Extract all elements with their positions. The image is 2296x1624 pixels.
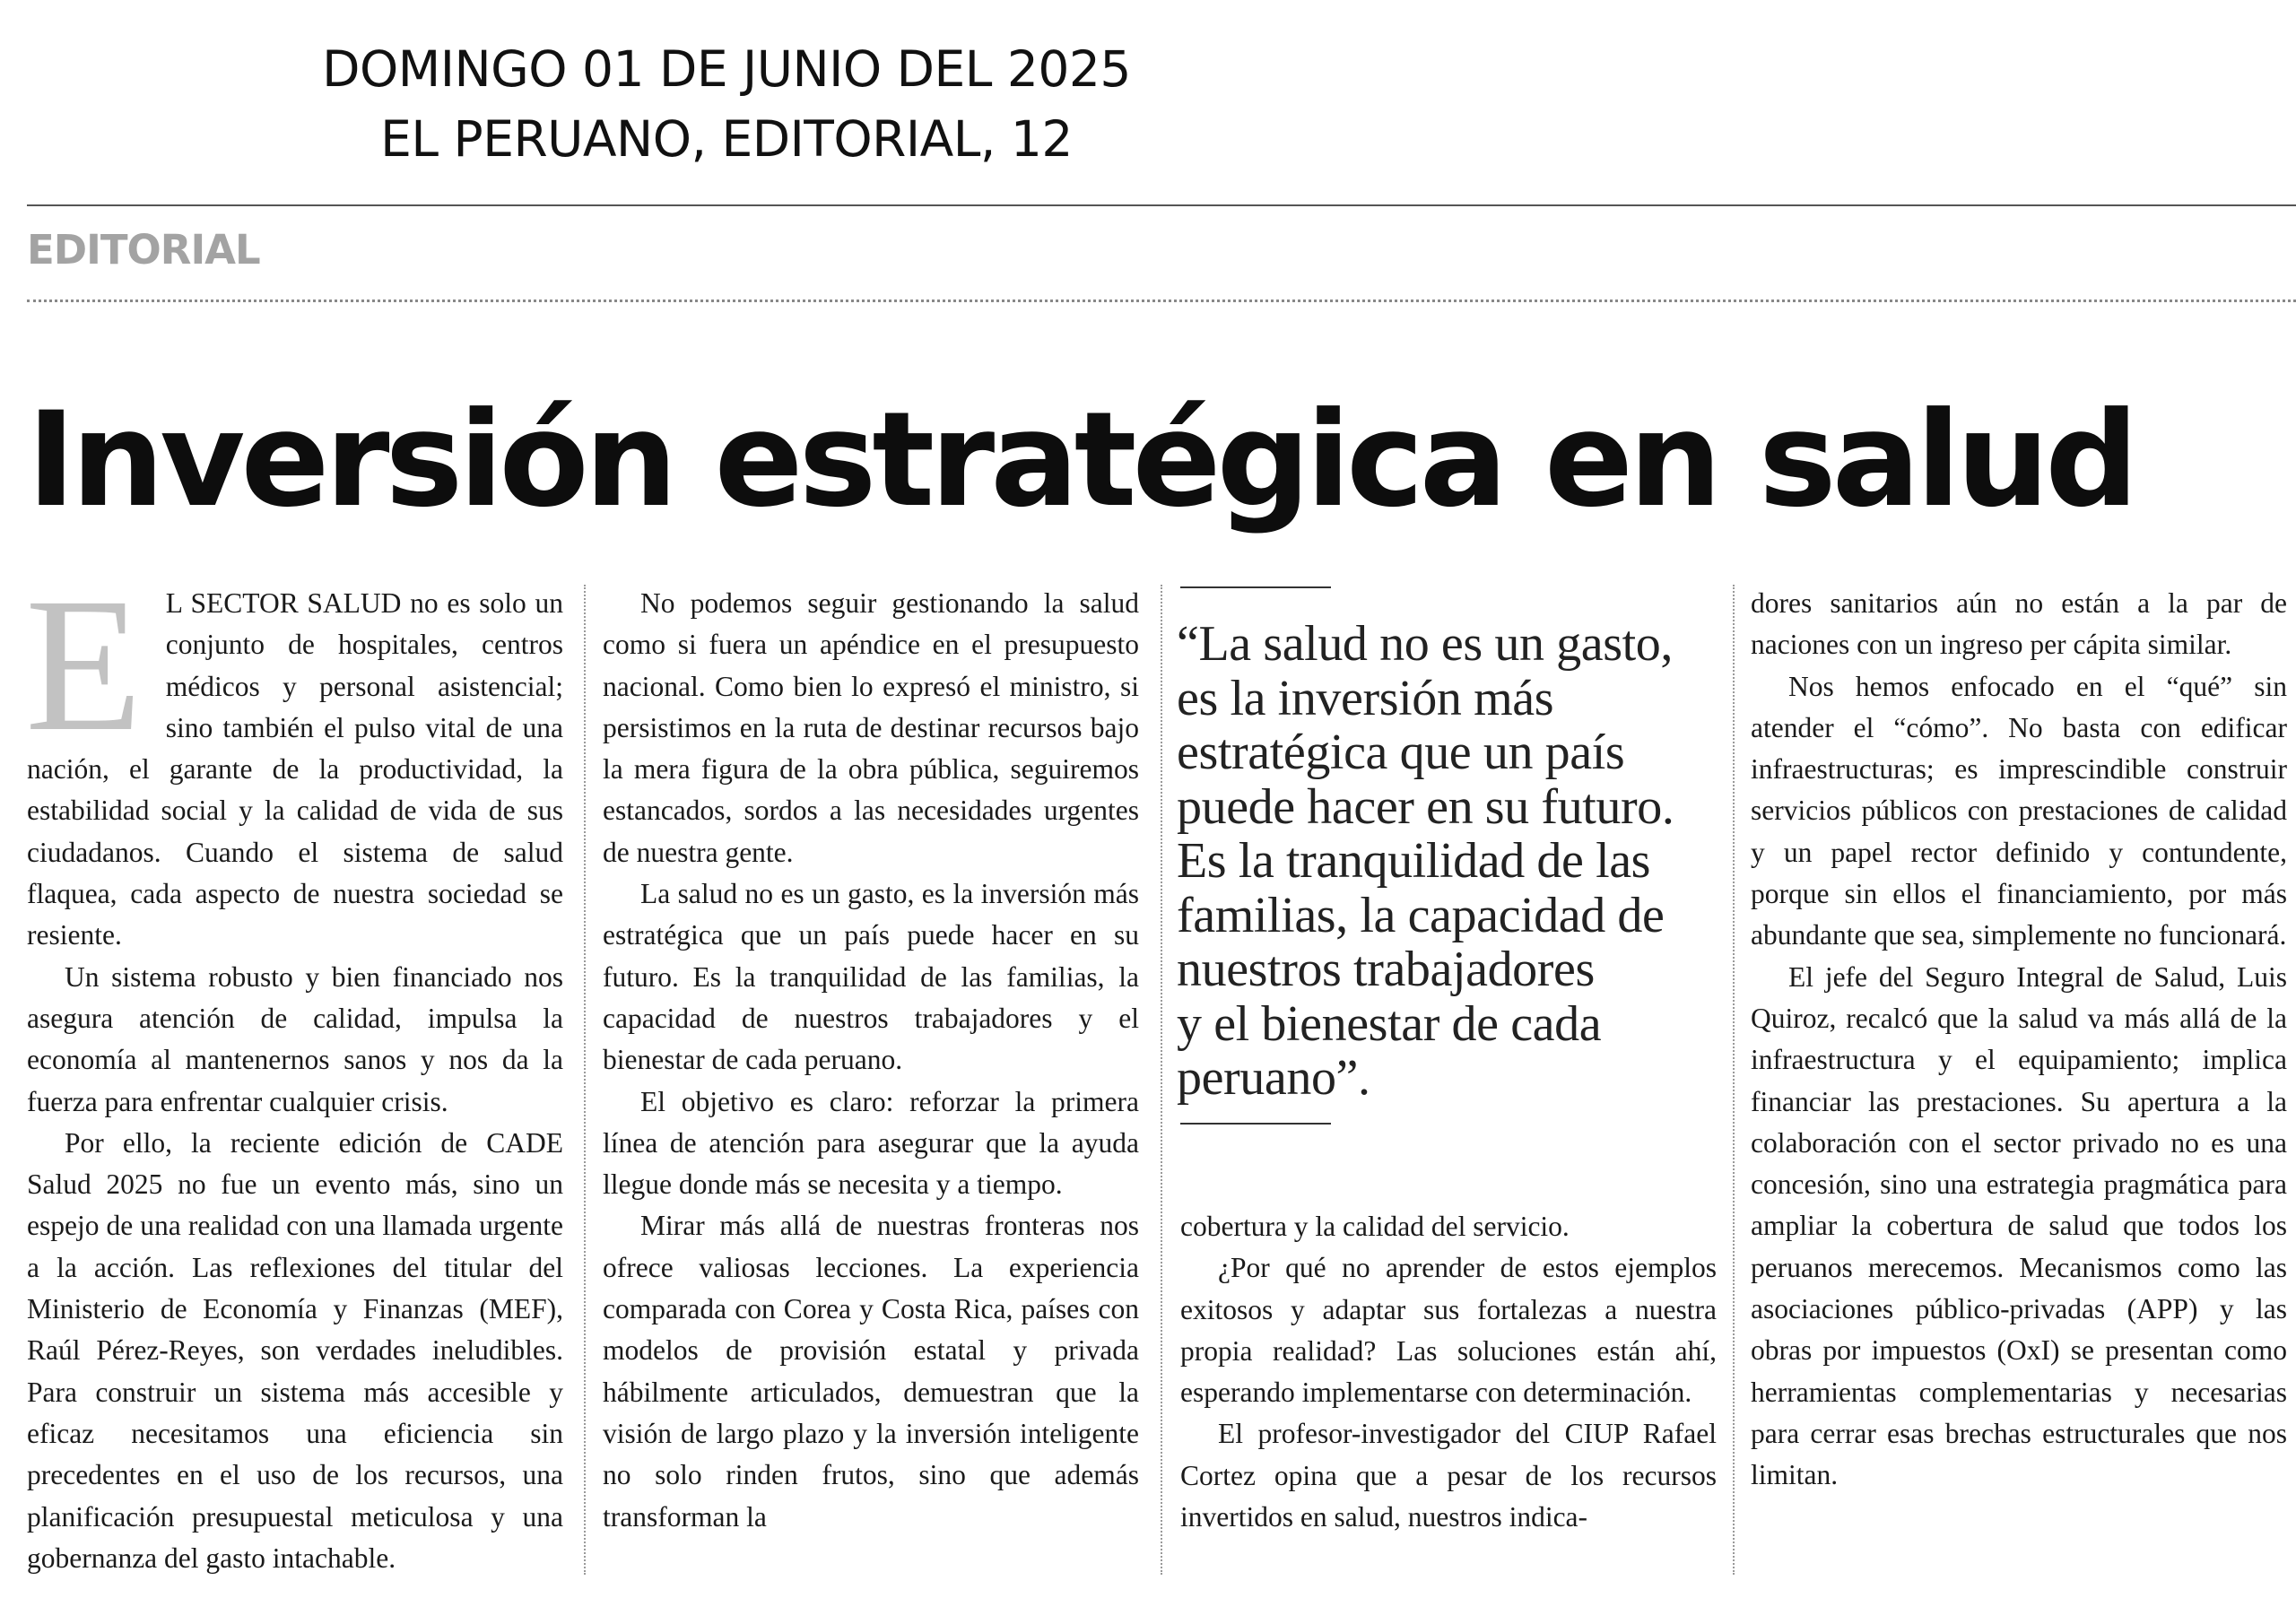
- column-divider: [1161, 585, 1162, 1575]
- paragraph: E L SECTOR SALUD no es solo un conjunto de hospitales, centros médicos y personal asistencial; sino también el pulso vital de una nación, el garante de la productividad, la estabilidad social y la calidad de vida de sus ciudadanos. Cuando el sistema de salud flaquea, cada aspecto de nuestra sociedad se resiente.: [25, 559, 563, 951]
- pullquote-line: y el bienestar de cada: [1177, 995, 1602, 1052]
- pullquote-line: nuestros trabajadores: [1177, 942, 1595, 997]
- pullquote-rule-top: [1180, 586, 1331, 588]
- drop-cap: E: [25, 559, 143, 771]
- dotted-divider: [27, 300, 2296, 302]
- source-line: EL PERUANO, EDITORIAL, 12: [380, 110, 1073, 168]
- article-column-3: [1180, 1206, 1717, 1538]
- column-divider: [1733, 585, 1735, 1575]
- pullquote-rule-bottom: [1180, 1123, 1331, 1125]
- headline: Inversión estratégica en salud: [27, 384, 2135, 536]
- date-line: DOMINGO 01 DE JUNIO DEL 2025: [322, 40, 1131, 98]
- paragraph: No podemos seguir gestionando la salud como si fuera un apéndice en el presupuesto nacional. Como bien lo expresó el ministro, si persistimos en la ruta de destinar recursos bajo la mera figura de la obra pública, seguiremos estancados, sordos a las necesidades urgentes de nuestra gente.: [603, 587, 1139, 868]
- publication-meta: [0, 34, 1453, 174]
- pullquote-line: “La salud no es un gasto,: [1177, 616, 1673, 672]
- pullquote-line: es la inversión más: [1177, 670, 1554, 726]
- paragraph: El jefe del Seguro Integral de Salud, Luis Quiroz, recalcó que la salud va más allá de la infraestructura y el equipamiento; implica financiar las prestaciones. Su apertura a la colaboración con el sector privado no es una concesión, sino una estrategia pragmática para ampliar la cobertura de salud que todos los peruanos merecemos. Mecanismos como las asociaciones público-privadas (APP) y las obras por impuestos (OxI) se presentan como herramientas complementarias y necesarias para cerrar esas brechas estructurales que nos limitan.: [1751, 960, 2287, 1491]
- column-divider: [584, 585, 586, 1575]
- paragraph: La salud no es un gasto, es la inversión más estratégica que un país puede hacer en su futuro. Es la tranquilidad de las familias, la capacidad de nuestros trabajadores y el bienestar de cada peruano.: [603, 878, 1139, 1076]
- pull-quote: [1177, 617, 1724, 1106]
- paragraph: cobertura y la calidad del servicio.: [1180, 1211, 1570, 1242]
- top-divider: [27, 204, 2296, 206]
- paragraph: El objetivo es claro: reforzar la primera línea de atención para asegurar que la ayuda llegue donde más se necesita y a tiempo.: [603, 1085, 1139, 1201]
- article-column-1: [25, 559, 563, 1579]
- paragraph: Por ello, la reciente edición de CADE Salud 2025 no fue un evento más, sino un espejo de una realidad con una llamada urgente a la acción. Las reflexiones del titular del Ministerio de Economía y Finanzas (MEF), Raúl Pérez-Reyes, son verdades ineludibles. Para construir un sistema más accesible y eficaz necesitamos una eficiencia sin precedentes en el uso de los recursos, una planificación presupuestal meticulosa y una gobernanza del gasto intachable.: [27, 1126, 563, 1574]
- article-column-4: [1751, 583, 2287, 1497]
- paragraph: Mirar más allá de nuestras fronteras nos ofrece valiosas lecciones. La experiencia comparada con Corea y Costa Rica, países con modelos de provisión estatal y privada hábilmente articulados, demuestran que la visión de largo plazo y la inversión inteligente no solo rinden frutos, sino que además transforman la: [603, 1210, 1139, 1533]
- article-column-2: [603, 583, 1139, 1538]
- paragraph: Un sistema robusto y bien financiado nos asegura atención de calidad, impulsa la economía al mantenernos sanos y nos da la fuerza para enfrentar cualquier crisis.: [27, 960, 563, 1117]
- section-label: EDITORIAL: [27, 226, 260, 274]
- paragraph: ¿Por qué no aprender de estos ejemplos exitosos y adaptar sus fortalezas a nuestra propia realidad? Las soluciones están ahí, esperando implementarse con determinación.: [1180, 1252, 1717, 1409]
- pullquote-line: estratégica que un país: [1177, 725, 1625, 780]
- paragraph: dores sanitarios aún no están a la par de naciones con un ingreso per cápita similar.: [1751, 587, 2287, 661]
- pullquote-line: puede hacer en su futuro.: [1177, 778, 1674, 835]
- pullquote-line: familias, la capacidad de: [1177, 887, 1665, 943]
- paragraph: El profesor-investigador del CIUP Rafael Cortez opina que a pesar de los recursos invertidos en salud, nuestros indica-: [1180, 1418, 1717, 1533]
- pullquote-line: peruano”.: [1177, 1050, 1370, 1106]
- paragraph: Nos hemos enfocado en el “qué” sin atender el “cómo”. No basta con edificar infraestructuras; es imprescindible construir servicios públicos con prestaciones de calidad y un papel rector definido y contundente, porque sin ellos el financiamiento, por más abundante que sea, simplemente no funcionará.: [1751, 670, 2287, 951]
- pullquote-line: Es la tranquilidad de las: [1177, 833, 1651, 889]
